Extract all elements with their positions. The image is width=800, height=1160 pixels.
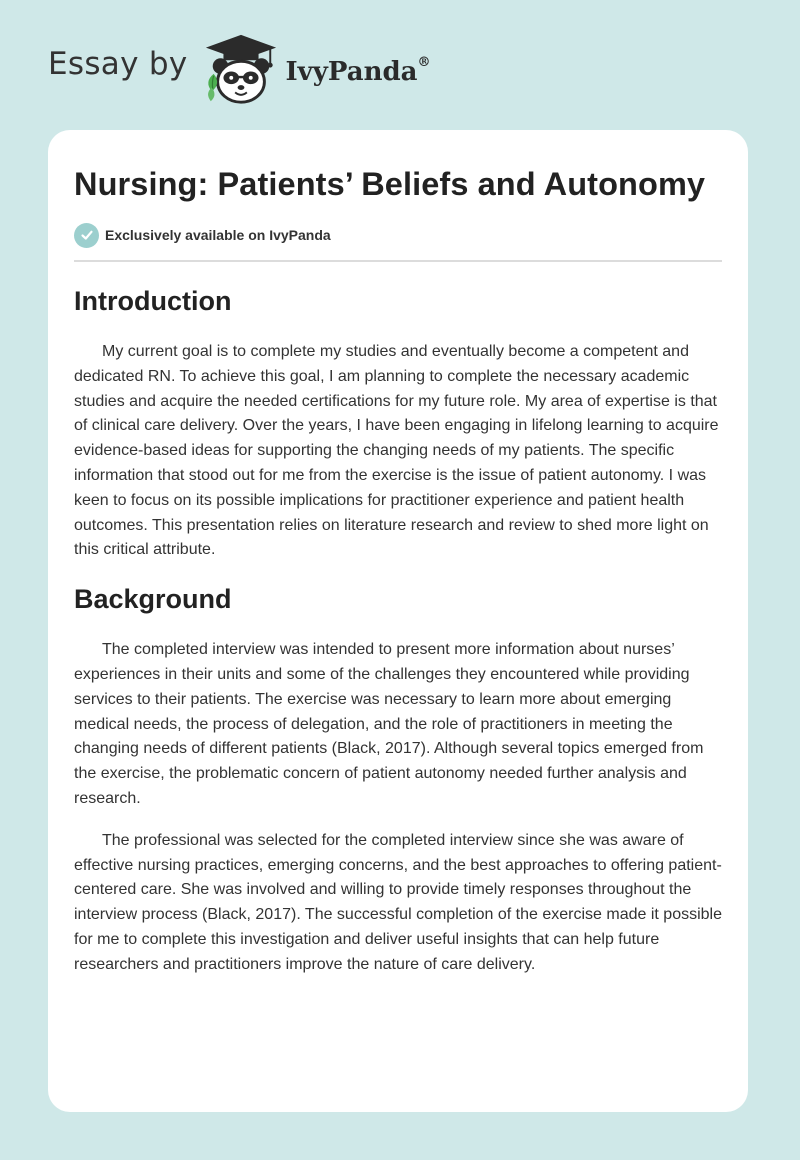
paragraph: The completed interview was intended to present more information about nurses’ experiences in their units and some of the challenges they encountered while providing services to their patients. The exercise was necessary to learn more about emerging medical needs, the process of delegation, and the role of practitioners in meeting the changing needs of different patients (Black, 2017). Although several topics emerged from the exercise, the problematic concern of patient autonomy needed further analysis and research. xyxy=(74,641,704,807)
brand-prefix: Essay by xyxy=(48,46,188,82)
title-divider xyxy=(74,260,722,262)
paragraph: My current goal is to complete my studies and eventually become a competent and dedicated RN. To achieve this goal, I am planning to complete the necessary academic studies and acquire the needed certifications for my future role. My area of expertise is that of clinical care delivery. Over the years, I have been engaging in lifelong learning to acquire evidence-based ideas for supporting the changing needs of my patients. The specific information that stood out for me from the exercise is the issue of patient autonomy. I was keen to focus on its possible implications for practitioner experience and patient health outcomes. This presentation relies on literature research and review to shed more light on this critical attribute. xyxy=(74,343,719,559)
brand-name: IvyPanda® xyxy=(285,55,431,87)
check-icon xyxy=(74,223,99,248)
paragraph: The professional was selected for the completed interview since she was aware of effective nursing practices, emerging concerns, and the best approaches to offering patient-centered care. She was involved and willing to provide timely responses throughout the interview process (Black, 2017). The successful completion of the exercise made it possible for me to complete this investigation and deliver useful insights that can help future researchers and practitioners improve the nature of care delivery. xyxy=(74,831,723,973)
section-heading-introduction: Introduction xyxy=(74,286,232,316)
exclusive-badge xyxy=(74,222,722,248)
brand-header xyxy=(48,30,431,110)
exclusive-badge-label: Exclusively available on IvyPanda xyxy=(105,227,331,243)
essay-card xyxy=(48,130,748,1112)
section-heading-background: Background xyxy=(74,584,232,615)
essay-title: Nursing: Patients’ Beliefs and Autonomy xyxy=(74,166,706,202)
panda-logo-icon xyxy=(202,31,280,109)
